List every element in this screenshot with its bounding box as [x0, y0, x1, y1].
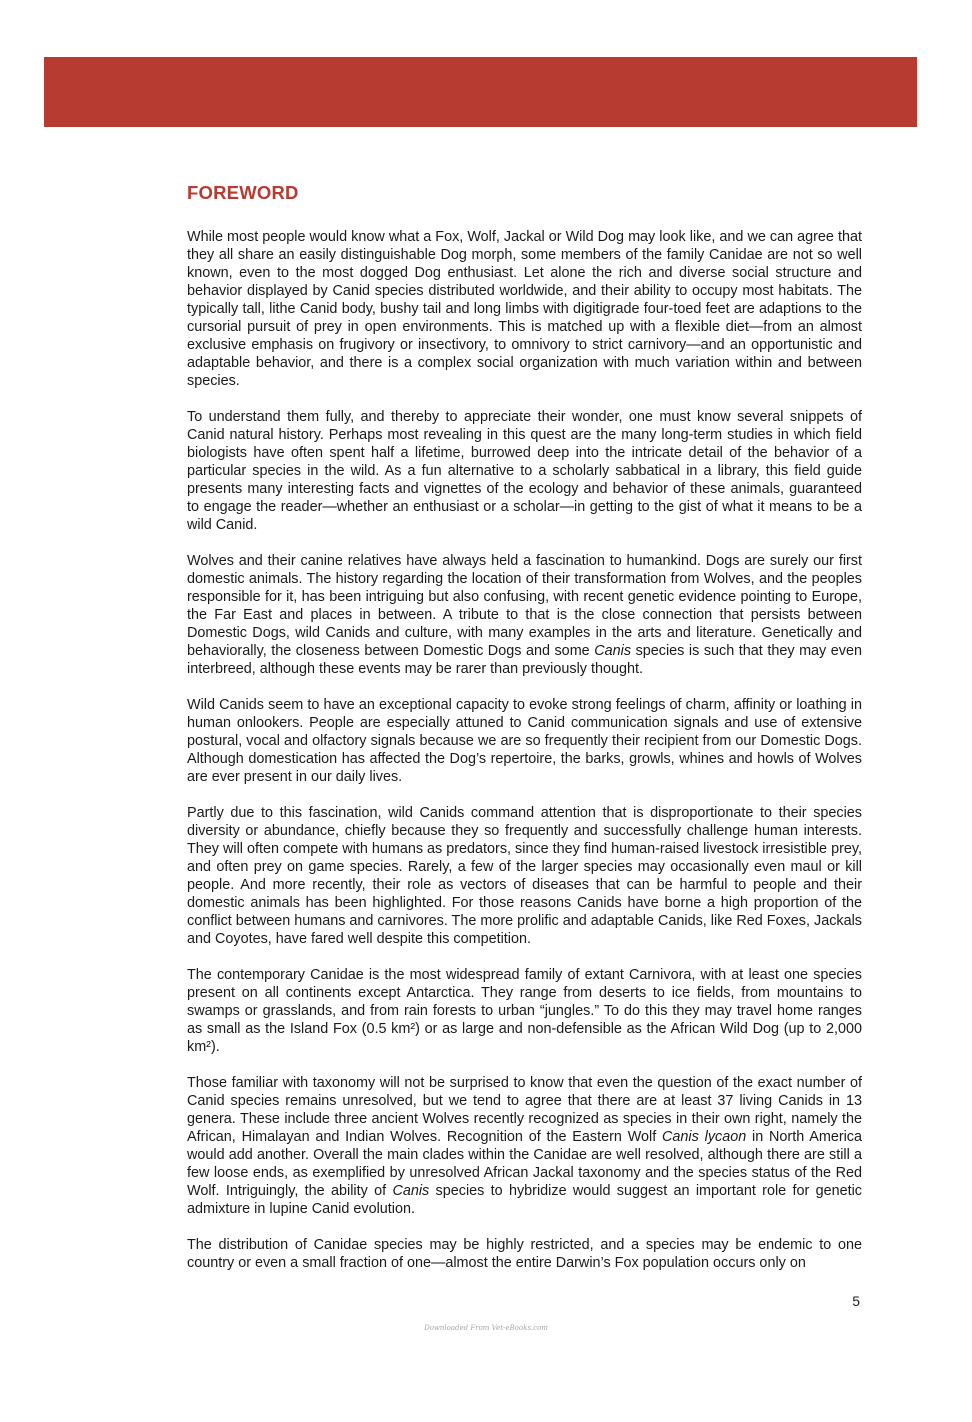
italic-text: Canis lycaon — [662, 1129, 747, 1145]
paragraph — [187, 1236, 862, 1272]
text-run: While most people would know what a Fox, Wolf, Jackal or Wild Dog may look like, and we can agree that they all share an easily distinguishable Dog morph, some members of the family Canidae are not so well known, even to the most dogged Dog enthusiast. Let alone the rich and diverse social structure and behavior displayed by Canid species distributed worldwide, and their ability to occupy most habitats. The typically tall, lithe Canid body, bushy tail and long limbs with digitigrade four-toed feet are adaptions to the cursorial pursuit of prey in open environments. This is matched up with a flexible diet—from an almost exclusive emphasis on frugivory or insectivory, to omnivory to strict carnivory—and an opportunistic and adaptable behavior, and there is a complex social organization with much variation within and between species. — [187, 229, 862, 389]
body-text — [187, 228, 862, 1272]
text-run: Those familiar with taxonomy will not be surprised to know that even the question of the exact number of Canid species remains unresolved, but we tend to agree that there are at least 37 living Canids in 13 genera. These include three ancient Wolves recently recognized as species in their own right, namely the African, Himalayan and Indian Wolves. Recognition of the Eastern Wolf — [187, 1075, 862, 1145]
text-run: Partly due to this fascination, wild Canids command attention that is disproportionate to their species diversity or abundance, chiefly because they so frequently and successfully challenge human interests. They will often compete with humans as predators, since they find human-raised livestock irresistible prey, and often prey on game species. Rarely, a few of the larger species may occasionally even maul or kill people. And more recently, their role as vectors of diseases that can be harmful to people and their domestic animals has been highlighted. For those reasons Canids have borne a high proportion of the conflict between humans and carnivores. The more prolific and adaptable Canids, like Red Foxes, Jackals and Coyotes, have fared well despite this competition. — [187, 805, 862, 947]
paragraph — [187, 552, 862, 678]
text-run: The contemporary Canidae is the most widespread family of extant Carnivora, with at least one species present on all continents except Antarctica. They range from deserts to ice fields, from mountains to swamps or grasslands, and from rain forests to urban “jungles.” To do this they may travel home ranges as small as the Island Fox (0.5 km²) or as large and non-defensible as the African Wild Dog (up to 2,000 km²). — [187, 967, 862, 1055]
text-run: species to hybridize would suggest an important role for genetic admixture in lupine Canid evolution. — [187, 1183, 862, 1217]
text-run: Wild Canids seem to have an exceptional capacity to evoke strong feelings of charm, affinity or loathing in human onlookers. People are especially attuned to Canid communication signals and use of extensive postural, vocal and olfactory signals because we are so frequently their recipient from our Domestic Dogs. Although domestication has affected the Dog’s repertoire, the barks, growls, whines and howls of Wolves are ever present in our daily lives. — [187, 697, 862, 785]
paragraph — [187, 228, 862, 390]
italic-text: Canis — [392, 1183, 430, 1199]
text-run: Wolves and their canine relatives have always held a fascination to humankind. Dogs are surely our first domestic animals. The history regarding the location of their transformation from Wolves, and the peoples responsible for it, has been intriguing but also confusing, with recent genetic evidence pointing to Europe, the Far East and places in between. A tribute to that is the close connection that persists between Domestic Dogs, wild Canids and culture, with many examples in the arts and literature. Genetically and behaviorally, the closeness between Domestic Dogs and some — [187, 553, 862, 659]
text-run: The distribution of Canidae species may be highly restricted, and a species may be endemic to one country or even a small fraction of one—almost the entire Darwin’s Fox population occurs only on — [187, 1237, 862, 1271]
watermark: Downloaded From Vet-eBooks.com — [424, 1324, 548, 1332]
italic-text: Canis — [594, 643, 632, 659]
page-title: FOREWORD — [187, 182, 299, 203]
main-content — [187, 181, 862, 1290]
text-run: species is such that they may even interbreed, although these events may be rarer than previously thought. — [187, 643, 862, 677]
header-band — [44, 57, 917, 127]
paragraph — [187, 1074, 862, 1218]
paragraph — [187, 804, 862, 948]
paragraph — [187, 696, 862, 786]
text-run: To understand them fully, and thereby to appreciate their wonder, one must know several snippets of Canid natural history. Perhaps most revealing in this quest are the many long-term studies in which field biologists have often spent half a lifetime, burrowed deep into the intricate detail of the behavior of a particular species in the wild. As a fun alternative to a scholarly sabbatical in a library, this field guide presents many interesting facts and vignettes of the ecology and behavior of these animals, guaranteed to engage the reader—whether an enthusiast or a scholar—in getting to the gist of what it means to be a wild Canid. — [187, 409, 862, 533]
page-number: 5 — [852, 1293, 860, 1309]
paragraph — [187, 966, 862, 1056]
paragraph — [187, 408, 862, 534]
text-run: in North America would add another. Overall the main clades within the Canidae are well resolved, although there are still a few loose ends, as exemplified by unresolved African Jackal taxonomy and the species status of the Red Wolf. Intriguingly, the ability of — [187, 1129, 863, 1199]
